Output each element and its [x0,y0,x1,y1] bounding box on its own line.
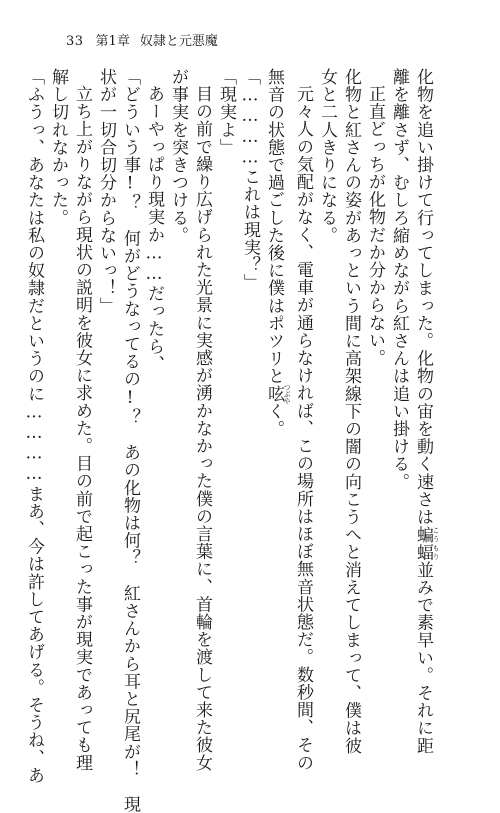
text-line: 離を離さず、むしろ縮めながら紅さんは追い掛ける。 [389,68,409,491]
text-line: あーやっぱり現実か……だったら、 [144,85,164,373]
text-line: 「…………これは現実？」 [240,68,260,292]
text-line: 立ち上がりながら現状の説明を彼女に求めた。目の前で起こった事が現実であっても理 [72,85,92,772]
text-line: 目の前で繰り広げられた光景に実感が湧かなかった僕の言葉に、首輪を渡して来た彼女 [192,85,212,772]
ruby-whisper: 呟 つぶや [264,383,291,405]
chapter-label: 第1章 [95,34,130,49]
text-line: 「ふうっ、あなたは私の奴隷だというのに…………まあ、今は許してあげる。そうね、あ [24,68,44,784]
text-line: が事実を突きつける。 [168,68,188,244]
text-line: 「どういう事!？ 何がどうなってるの!？ あの化物は何？ 紅さんから耳と尻尾が！ 現 [120,68,140,813]
text-line: 女と二人きりになる。 [317,68,337,244]
text-line: 正直どっちが化物だか分からない。 [365,85,385,367]
text-line: 無音の状態で過ごした後に僕はポツリと呟 つぶやく。 [264,68,291,438]
vertical-body-text [24,68,440,813]
running-header [66,30,218,50]
text-line: 「現実よ」 [216,68,236,156]
text-line: 解し切れなかった。 [48,68,68,227]
text-line: 化物と紅さんの姿があっという間に高架線下の闇の向こうへと消えてしまって、僕は彼 [341,68,361,755]
ruby-bat: 蝙蝠 こうもり [413,525,440,561]
text-line: 元々人の気配がなく、電車が通らなければ、この場所はほぼ無音状態だ。数秒間、その [293,85,313,772]
text-line: 状が一切合切分からないっ！」 [96,68,116,315]
text-line: 化物を追い掛けて行ってしまった。化物の宙を動く速さは蝙蝠 こうもり並みで素早い。それに距 [413,68,440,755]
chapter-title: 奴隷と元悪魔 [139,34,218,49]
page-number: 33 [66,34,84,49]
